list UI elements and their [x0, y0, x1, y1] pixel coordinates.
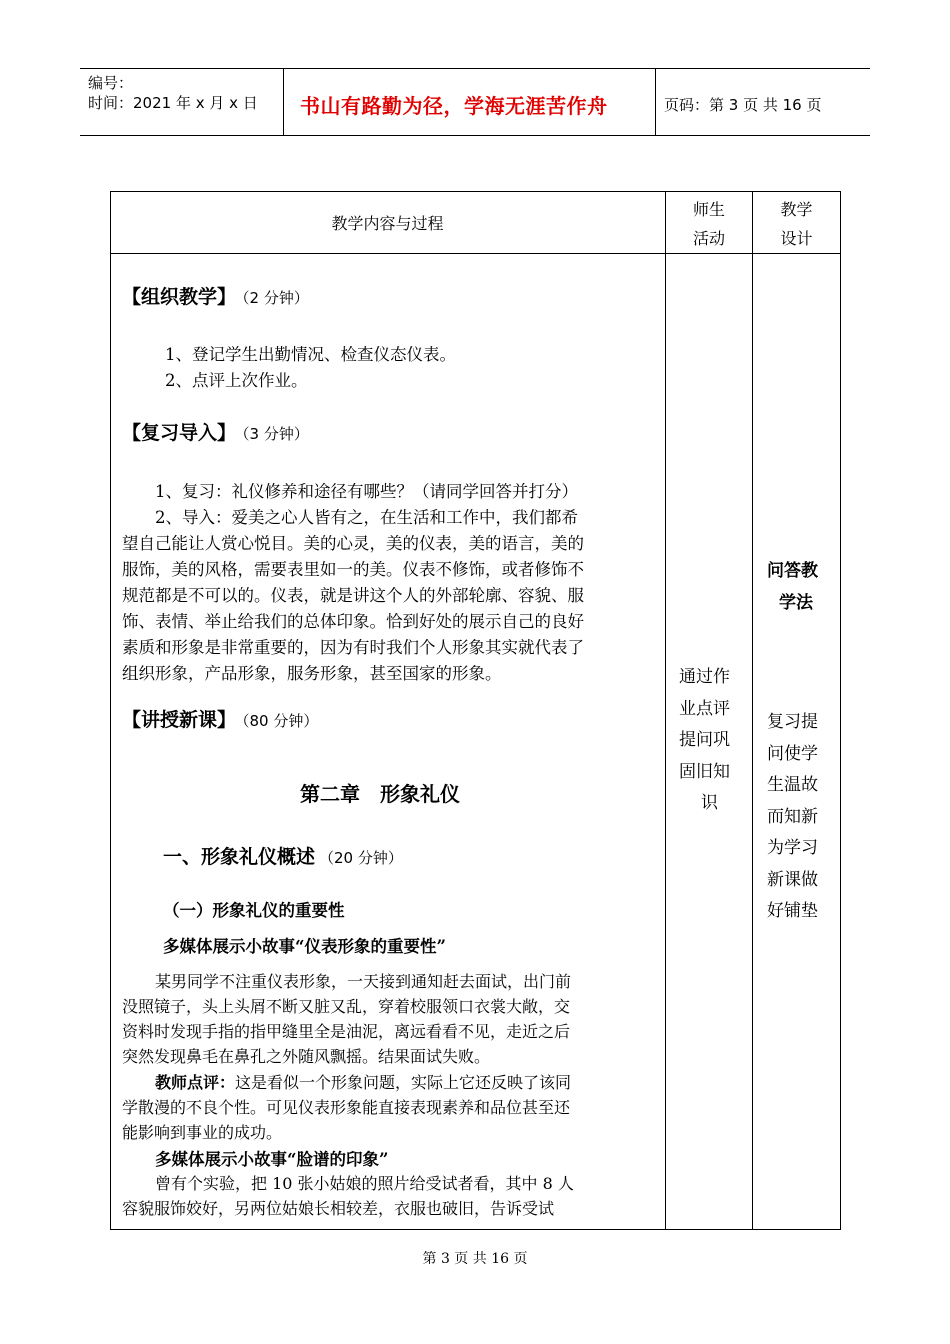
story-2-title: 多媒体展示小故事“脸谱的印象”: [155, 1150, 389, 1169]
design-method: [767, 556, 818, 619]
activity-note: [679, 662, 730, 820]
section-time: （2 分钟）: [242, 289, 309, 307]
header-bottom-rule: [80, 135, 870, 136]
section-time: （80 分钟）: [242, 712, 319, 730]
page-footer: 第 3 页 共 16 页: [422, 1251, 528, 1267]
table-bottom-border: [110, 1229, 841, 1230]
activity-line: 识: [701, 793, 718, 813]
review-line-1: 1、复习：礼仪修养和途径有哪些？（请同学回答并打分）: [155, 482, 578, 501]
part-time: （20 分钟）: [319, 849, 403, 867]
teacher-comment-line-1: 这是看似一个形象问题，实际上它还反映了该同: [235, 1073, 572, 1092]
table-right-border: [840, 191, 841, 1230]
story-1-title: 多媒体展示小故事“仪表形象的重要性”: [163, 937, 446, 956]
document-date: 时间：2021 年 x 月 x 日: [88, 94, 258, 112]
table-left-border: [110, 191, 111, 1230]
design-note-line: 问使学: [767, 743, 818, 764]
activity-line: 业点评: [679, 698, 730, 719]
subsection-heading: （一）形象礼仪的重要性: [163, 901, 345, 920]
activity-line: 提问巩: [679, 730, 730, 750]
design-note-line: 复习提: [767, 712, 818, 732]
activity-line: 通过作: [679, 667, 730, 687]
story-1-line-3: 资料时发现手指的指甲缝里全是油泥，离远看看不见，走近之后: [122, 1022, 571, 1041]
part-title: 一、形象礼仪概述: [163, 846, 316, 868]
column-header-activity: [666, 195, 752, 253]
section-review-intro: [122, 418, 309, 445]
section-new-lesson: [122, 705, 318, 732]
teacher-comment-line-3: 能影响到事业的成功。: [122, 1123, 283, 1142]
header-divider-right: [655, 68, 656, 136]
design-method-line: 学法: [779, 592, 813, 613]
header-page-info: 页码：第 3 页 共 16 页: [664, 96, 822, 114]
section-title: 【讲授新课】: [122, 709, 237, 731]
design-notes: [767, 707, 818, 928]
table-col-divider-2: [752, 191, 753, 1230]
table-header-border: [110, 253, 841, 254]
section-time: （3 分钟）: [242, 425, 309, 443]
table-top-border: [110, 191, 841, 192]
column-header-content: 教学内容与过程: [331, 214, 444, 233]
header-divider-left: [283, 68, 284, 136]
review-line-5: 规范都是不可以的。仪表，就是讲这个人的外部轮廓、容貌、服: [122, 586, 584, 605]
table-col-divider-1: [665, 191, 666, 1230]
design-note-line: 为学习: [767, 838, 818, 858]
review-line-4: 服饰，美的风格，需要表里如一的美。仪表不修饰，或者修饰不: [122, 560, 584, 579]
story-1-line-1: 某男同学不注重仪表形象，一天接到通知赶去面试，出门前: [155, 972, 572, 991]
organize-item-1: 1、登记学生出勤情况、检查仪态仪表。: [165, 345, 456, 364]
column-header-design-line1: 教学: [780, 200, 813, 219]
design-note-line: 新课做: [767, 869, 818, 890]
review-line-2: 2、导入：爱美之心人皆有之，在生活和工作中，我们都希: [155, 508, 578, 527]
column-header-design-line2: 设计: [780, 229, 813, 248]
review-line-6: 饰、表情、举止给我们的总体印象。恰到好处的展示自己的良好: [122, 612, 584, 631]
section-organize-teaching: [122, 282, 309, 309]
teacher-comment-label: 教师点评：: [155, 1073, 236, 1092]
review-line-3: 望自己能让人赏心悦目。美的心灵，美的仪表，美的语言，美的: [122, 534, 584, 553]
column-header-activity-line1: 师生: [692, 200, 725, 219]
story-2-line-1: 曾有个实验，把 10 张小姑娘的照片给受试者看，其中 8 人: [155, 1174, 574, 1193]
organize-item-2: 2、点评上次作业。: [165, 371, 308, 390]
review-line-8: 组织形象，产品形象，服务形象，甚至国家的形象。: [122, 664, 502, 683]
design-method-line: 问答教: [767, 561, 818, 581]
document-number-label: 编号：: [88, 74, 134, 92]
design-note-line: 好铺垫: [767, 901, 818, 921]
activity-line: 固旧知: [679, 761, 730, 782]
part-heading: [163, 842, 403, 869]
column-header-design: [753, 195, 840, 253]
teacher-comment-line-2: 学散漫的不良个性。可见仪表形象能直接表现素养和品位甚至还: [122, 1098, 571, 1117]
teacher-comment: [155, 1071, 571, 1096]
review-line-7: 素质和形象是非常重要的，因为有时我们个人形象其实就代表了: [122, 638, 584, 657]
story-1-line-4: 突然发现鼻毛在鼻孔之外随风飘摇。结果面试失败。: [122, 1047, 491, 1066]
story-1-line-2: 没照镜子，头上头屑不断又脏又乱，穿着校服领口衣裳大敞，交: [122, 997, 571, 1016]
header-top-rule: [80, 68, 870, 69]
section-title: 【组织教学】: [122, 286, 237, 308]
header-motto: 书山有路勤为径，学海无涯苦作舟: [300, 94, 608, 118]
column-header-activity-line2: 活动: [692, 229, 725, 248]
chapter-title: 第二章 形象礼仪: [300, 782, 460, 806]
story-2-line-2: 容貌服饰姣好，另两位姑娘长相较差，衣服也破旧，告诉受试: [122, 1199, 555, 1218]
design-note-line: 而知新: [767, 806, 818, 827]
design-note-line: 生温故: [767, 775, 818, 795]
section-title: 【复习导入】: [122, 422, 237, 444]
